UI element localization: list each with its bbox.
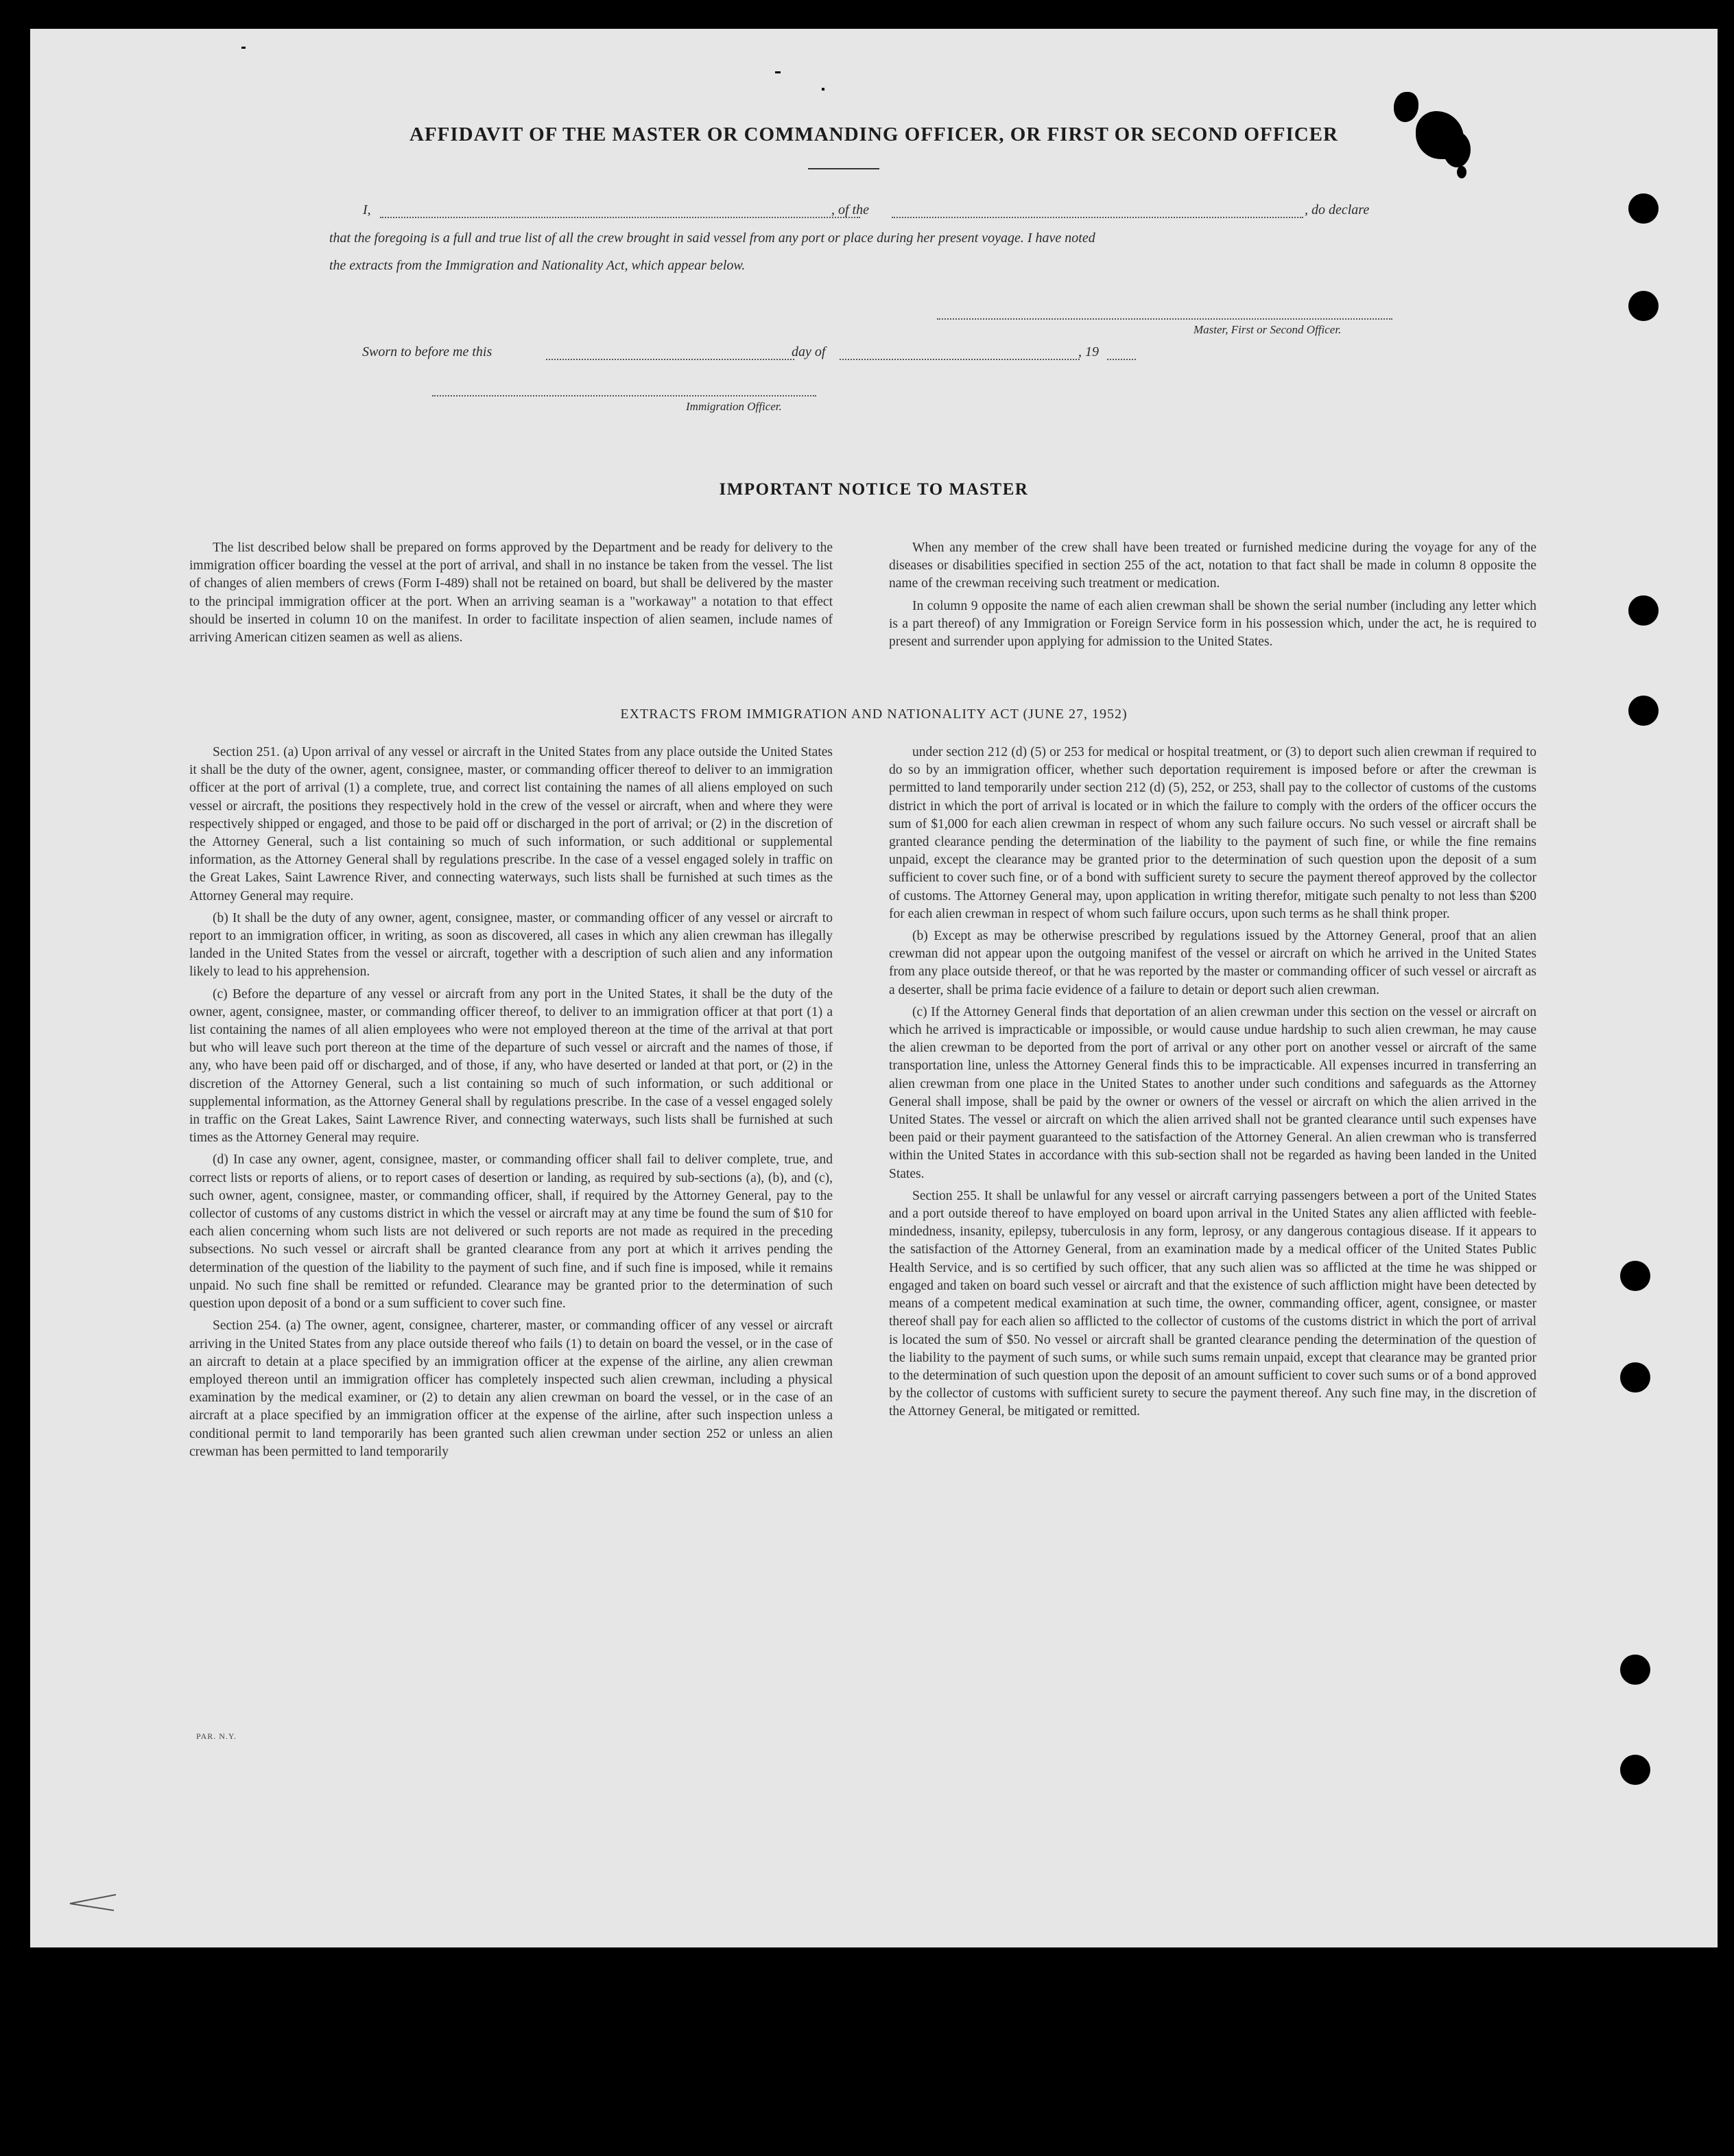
officer-signature-line[interactable] [432, 395, 816, 396]
extract-left-paragraph: Section 254. (a) The owner, agent, consignee, charterer, master, or commanding officer of any vessel or aircraft arriving in the United States from any place outside thereof who fails (1) to detain on board the vessel, or in the case of an aircraft to detain at a place specified by an immigration officer at the expense of the airline, any alien crewman employed thereon until an immigration officer has completely inspected such alien crewman, including a physical examination by the medical examiner, or (2) to detain any alien crewman on board the vessel, or in the case of an aircraft at a place specified by an immigration officer at the expense of the airline, after such inspection unless a conditional permit to land temporarily has been granted such alien crewman under section 252 or unless an alien crewman has been permitted to land temporarily [189, 1318, 833, 1459]
notice-right-text-2: In column 9 opposite the name of each alien crewman shall be shown the serial number (including any letter which is a part thereof) of any Immigration or Foreign Service form in his possession which, under the act, he is required to present and surrender upon applying for admission to the United States. [889, 598, 1536, 650]
sworn-day-field[interactable] [546, 359, 794, 360]
year-label: , 19 [1078, 344, 1099, 359]
sworn-label: Sworn to before me this [362, 344, 492, 359]
extracts-left-column [189, 744, 833, 1465]
notice-right-column [889, 539, 1536, 655]
scan-mark [775, 71, 781, 73]
punch-hole [1620, 1362, 1650, 1393]
name-field[interactable] [380, 217, 860, 218]
punch-hole [1628, 595, 1659, 626]
sworn-year-field[interactable] [1107, 359, 1136, 360]
declaration-line-1: that the foregoing is a full and true list of all the crew brought in said vessel from any port or place during her present voyage. I have noted [329, 230, 1095, 246]
scan-mark [241, 47, 246, 49]
day-of-label: day of [792, 344, 826, 359]
extract-right-paragraph: under section 212 (d) (5) or 253 for medical or hospital treatment, or (3) to deport such alien crewman if required to do so by an immigration officer, whether such deportation requirement is imposed before or after the crewman is permitted to land temporarily under section 212 (d) (5), 252, or 253, shall pay to the collector of customs of the customs district in which the port of arrival is located or in which the failure to comply with the orders of the officer occurs the sum of $1,000 for each alien crewman in respect of whom any such failure occurs. No such vessel or aircraft shall be granted clearance pending the determination of the liability to the payment of such fine, or while the fine remains unpaid, except the clearance may be granted prior to the determination of such question upon the deposit of a sum sufficient to cover such fine, or of a bond with sufficient surety to secure the payment thereof approved by the collector of customs. The Attorney General may, upon application in writing therefor, mitigate such penalty to not less than $200 for each alien crewman in respect of whom such failure occurs, upon such terms as he shall think proper. [889, 745, 1536, 921]
i-label: I, [363, 202, 371, 217]
printer-mark: PAR. N.Y. [196, 1731, 237, 1741]
affidavit-title: AFFIDAVIT OF THE MASTER OR COMMANDING OFFICER, OR FIRST OR SECOND OFFICER [409, 123, 1338, 145]
master-caption: Master, First or Second Officer. [1193, 323, 1342, 336]
extract-left-paragraph: (c) Before the departure of any vessel or aircraft from any port in the United States, it shall be the duty of the owner, agent, consignee, master, or commanding officer thereof, to deliver to an immigration officer at that port (1) a list containing the names of all alien employees who were not employed thereon at the time of the arrival at that port but who will leave such port thereon at the time of the departure of such vessel or aircraft and the names of those, if any, who have been paid off or discharged, and of those, if any, who have deserted or landed at that port, or (2) in the discretion of the Attorney General, such a list containing so much of such information, or such additional or supplemental information, as the Attorney General shall by regulations prescribe. In the case of a vessel engaged solely in traffic on the Great Lakes, Saint Lawrence River, and connecting waterways, such lists shall be furnished at such times as the Attorney General may require. [189, 986, 833, 1146]
torn-edge [1394, 92, 1418, 122]
extracts-right-column [889, 744, 1536, 1425]
punch-hole [1628, 193, 1659, 224]
torn-edge [1457, 166, 1466, 178]
of-the-label: , of the [831, 202, 869, 217]
form-page [30, 29, 1718, 1947]
punch-hole [1620, 1755, 1650, 1785]
extract-right-paragraph: Section 255. It shall be unlawful for any vessel or aircraft carrying passengers between a port of the United States and a port outside thereof to have employed on board upon arrival in the United States any alien afflicted with feeble-mindedness, insanity, epilepsy, tuberculosis in any form, leprosy, or any dangerous contagious disease. If it appears to the satisfaction of the Attorney General, from an examination made by a medical officer of the United States Public Health Service, and is so certified by such officer, that any such alien was so afflicted at the time he was shipped or engaged and taken on board such vessel or aircraft and that the existence of such affliction might have been detected by means of a competent medical examination at such time, the owner, commanding officer, agent, consignee, or master thereof shall pay for each alien so afflicted to the collector of customs of the customs district in which the port of arrival is located the sum of $50. No vessel or aircraft shall be granted clearance pending the determination of the question of the liability to the payment of such sums, or while such sums remain unpaid, except that clearance may be granted prior to the determination of such question upon the deposit of an amount sufficient to cover such sums or of a bond approved by the collector of customs with sufficient surety to secure the payment thereof. Any such fine may, in the discretion of the Attorney General, be mitigated or remitted. [889, 1188, 1536, 1419]
notice-left-text: The list described below shall be prepared on forms approved by the Department and be ready for delivery to the immigration officer boarding the vessel at the port of arrival, and shall in no instance be taken from the vessel. The list of changes of alien members of crews (Form I-489) shall not be retained on board, but shall be delivered by the master to the principal immigration officer at the port. When an arriving seaman is a "workaway" a notation to that effect should be inserted in column 10 on the manifest. In order to facilitate inspection of alien seamen, include names of arriving American citizen seamen as well as aliens. [189, 541, 833, 645]
do-declare-label: , do declare [1305, 202, 1370, 217]
master-signature-line[interactable] [937, 318, 1392, 320]
extract-left-paragraph: (d) In case any owner, agent, consignee, master, or commanding officer shall fail to deliver complete, true, and correct lists or reports of aliens, or to report cases of desertion or landing, as required by sub-sections (a), (b), and (c), such owner, agent, consignee, master, or commanding officer, shall, if required by the Attorney General, pay to the collector of customs of any customs district in which the vessel or aircraft may at any time be found the sum of $10 for each alien concerning whom such lists are not delivered or such reports are not made as required in the preceding subsections. No such vessel or aircraft shall be granted clearance from any port at which it arrives pending the determination of the question of the liability to the payment of such fine, and if such fine is imposed, while it remains unpaid. No such fine shall be remitted or refunded. Clearance may be granted prior to the determination of such question upon deposit of a bond or a sum sufficient to cover such fine. [189, 1152, 833, 1312]
extracts-title: EXTRACTS FROM IMMIGRATION AND NATIONALITY ACT (JUNE 27, 1952) [620, 707, 1128, 722]
declaration-line-2: the extracts from the Immigration and Nationality Act, which appear below. [329, 258, 746, 273]
punch-hole [1620, 1655, 1650, 1685]
extract-right-paragraph: (c) If the Attorney General finds that deportation of an alien crewman under this section on the vessel or aircraft on which he arrived is impracticable or impossible, or would cause undue hardship to such alien crewman, he may cause the alien crewman to be deported from the port of arrival or any other port on another vessel or aircraft of the same transportation line, unless the Attorney General finds this to be impracticable. All expenses incurred in transferring an alien crewman from one place in the United States to another under such conditions and safeguards as the Attorney General shall impose, shall be paid by the owner or owners of the vessel or aircraft on which the alien arrived in the United States. The vessel or aircraft on which the alien arrived shall not be granted clearance until such expenses have been paid or their payment guaranteed to the satisfaction of the Attorney General. An alien crewman who is transferred within the United States in accordance with this sub-section shall not be regarded as having been landed in the United States. [889, 1004, 1536, 1181]
notice-title: IMPORTANT NOTICE TO MASTER [719, 480, 1029, 499]
pencil-mark [64, 1891, 119, 1912]
officer-caption: Immigration Officer. [686, 400, 782, 413]
notice-right-text-1: When any member of the crew shall have been treated or furnished medicine during the voyage for any of the diseases or disabilities specified in section 255 of the act, notation to that fact shall be made in column 8 opposite the name of the crewman receiving such treatment or medication. [889, 541, 1536, 591]
torn-edge [1443, 132, 1471, 167]
extract-right-paragraph: (b) Except as may be otherwise prescribed by regulations issued by the Attorney General, proof that an alien crewman did not appear upon the outgoing manifest of the vessel or aircraft on which he arrived in the United States from any place outside thereof, or that he was reported by the master or commanding officer of such vessel or aircraft as a deserter, shall be prima facie evidence of a failure to detain or deport such alien crewman. [889, 929, 1536, 997]
scan-mark [822, 88, 824, 91]
notice-left-column [189, 539, 833, 651]
punch-hole [1620, 1261, 1650, 1291]
extract-left-paragraph: (b) It shall be the duty of any owner, agent, consignee, master, or commanding officer of any vessel or aircraft to report to an immigration officer, in writing, as soon as discovered, all cases in which any alien crewman has illegally landed in the United States from the vessel or aircraft, together with a description of such alien and any information likely to lead to his apprehension. [189, 910, 833, 980]
vessel-field[interactable] [892, 217, 1303, 218]
punch-hole [1628, 696, 1659, 726]
extract-left-paragraph: Section 251. (a) Upon arrival of any vessel or aircraft in the United States from any place outside the United States it shall be the duty of the owner, agent, consignee, master, or commanding officer thereof to deliver to an immigration officer at the port of arrival (1) a complete, true, and correct list containing the names of all aliens employed on such vessel or aircraft, the positions they respectively hold in the crew of the vessel or aircraft, when and where they were respectively shipped or engaged, and those to be paid off or discharged in the port of arrival; or (2) in the discretion of the Attorney General, such a list containing so much of such information, or such additional or supplemental information, as the Attorney General shall by regulations prescribe. In the case of a vessel engaged solely in traffic on the Great Lakes, Saint Lawrence River, and connecting waterways, such lists shall be furnished at such times as the Attorney General may require. [189, 745, 833, 903]
title-underline [808, 168, 879, 169]
sworn-month-field[interactable] [840, 359, 1080, 360]
punch-hole [1628, 291, 1659, 321]
